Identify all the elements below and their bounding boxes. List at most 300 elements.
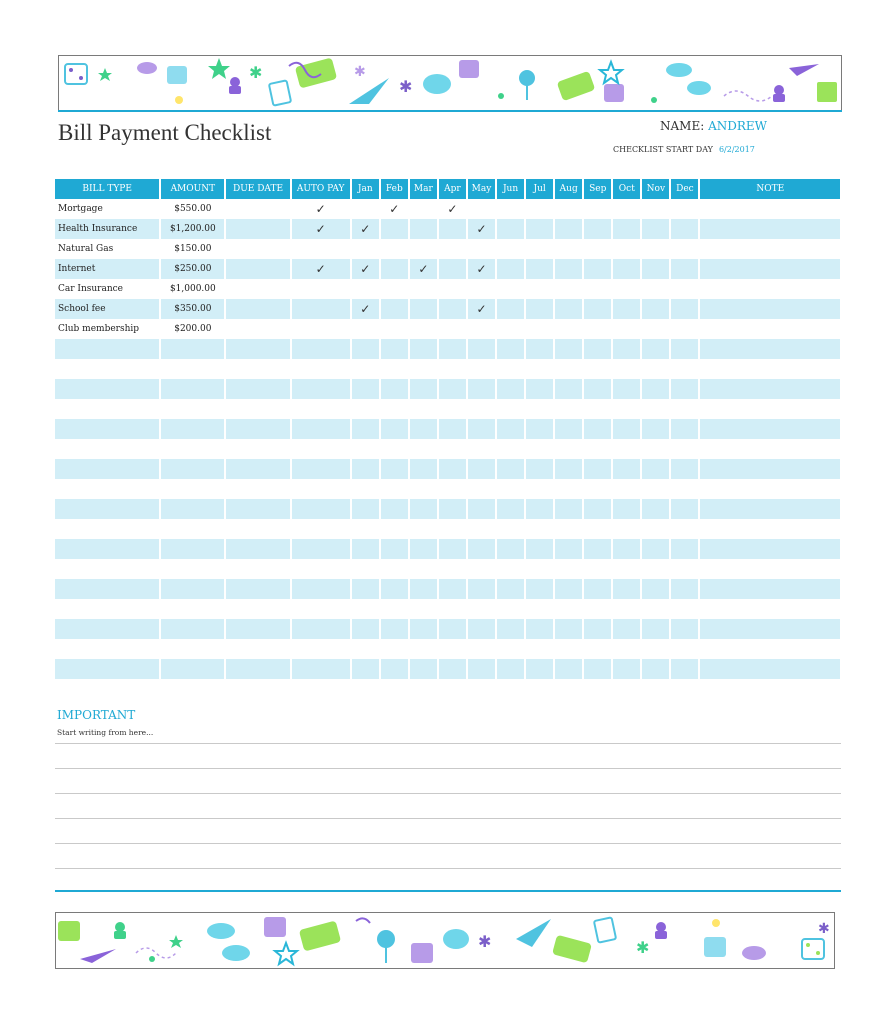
due-date-cell[interactable] — [226, 219, 289, 239]
month-cell-mar[interactable] — [410, 579, 437, 599]
month-cell-oct[interactable] — [613, 599, 640, 619]
month-cell-nov[interactable] — [642, 599, 669, 619]
month-cell-jul[interactable] — [526, 199, 553, 219]
month-cell-mar[interactable] — [410, 459, 437, 479]
bill-type-cell[interactable]: School fee — [55, 299, 159, 319]
bill-type-cell[interactable] — [55, 659, 159, 679]
month-cell-may[interactable] — [468, 239, 495, 259]
month-cell-jul[interactable] — [526, 259, 553, 279]
month-cell-oct[interactable] — [613, 579, 640, 599]
note-cell[interactable] — [700, 359, 840, 379]
month-cell-may[interactable] — [468, 539, 495, 559]
month-cell-mar[interactable] — [410, 439, 437, 459]
month-cell-sep[interactable] — [584, 539, 611, 559]
bill-type-cell[interactable] — [55, 339, 159, 359]
due-date-cell[interactable] — [226, 339, 289, 359]
month-cell-jul[interactable] — [526, 299, 553, 319]
month-cell-aug[interactable] — [555, 659, 582, 679]
month-cell-feb[interactable] — [381, 419, 408, 439]
month-cell-mar[interactable] — [410, 399, 437, 419]
bill-type-cell[interactable] — [55, 619, 159, 639]
due-date-cell[interactable] — [226, 439, 289, 459]
month-cell-nov[interactable] — [642, 259, 669, 279]
month-cell-sep[interactable] — [584, 439, 611, 459]
auto-pay-cell[interactable] — [292, 659, 350, 679]
note-cell[interactable] — [700, 619, 840, 639]
month-cell-nov[interactable] — [642, 619, 669, 639]
bill-type-cell[interactable] — [55, 439, 159, 459]
month-cell-jul[interactable] — [526, 519, 553, 539]
month-cell-apr[interactable] — [439, 239, 466, 259]
bill-type-cell[interactable]: Internet — [55, 259, 159, 279]
month-cell-nov[interactable] — [642, 219, 669, 239]
note-cell[interactable] — [700, 219, 840, 239]
month-cell-may[interactable] — [468, 339, 495, 359]
month-cell-may[interactable] — [468, 619, 495, 639]
due-date-cell[interactable] — [226, 419, 289, 439]
month-cell-jun[interactable] — [497, 239, 524, 259]
month-cell-may[interactable] — [468, 399, 495, 419]
bill-type-cell[interactable]: Natural Gas — [58, 244, 114, 254]
month-cell-jan[interactable] — [352, 499, 379, 519]
month-cell-oct[interactable] — [613, 559, 640, 579]
month-cell-dec[interactable] — [671, 439, 698, 459]
month-cell-feb[interactable] — [381, 259, 408, 279]
month-cell-jun[interactable] — [497, 459, 524, 479]
bill-type-cell[interactable] — [55, 639, 159, 659]
month-cell-sep[interactable] — [584, 499, 611, 519]
month-cell-mar[interactable] — [410, 339, 437, 359]
month-cell-may[interactable] — [468, 419, 495, 439]
month-cell-mar[interactable] — [410, 359, 437, 379]
auto-pay-cell[interactable] — [292, 559, 350, 579]
month-cell-aug[interactable] — [555, 519, 582, 539]
month-cell-may[interactable] — [468, 439, 495, 459]
auto-pay-cell[interactable] — [292, 359, 350, 379]
month-cell-sep[interactable] — [584, 299, 611, 319]
month-cell-sep[interactable] — [584, 639, 611, 659]
month-cell-jul[interactable] — [526, 499, 553, 519]
month-cell-dec[interactable] — [671, 619, 698, 639]
month-cell-jan[interactable] — [352, 519, 379, 539]
month-cell-jun[interactable] — [497, 299, 524, 319]
month-cell-dec[interactable] — [671, 219, 698, 239]
due-date-cell[interactable] — [226, 459, 289, 479]
month-cell-jul[interactable] — [526, 479, 553, 499]
amount-cell[interactable] — [161, 639, 224, 659]
month-cell-mar[interactable] — [410, 319, 437, 339]
month-cell-jan[interactable] — [352, 539, 379, 559]
month-cell-jan[interactable] — [352, 439, 379, 459]
month-cell-nov[interactable] — [642, 239, 669, 259]
month-cell-jul[interactable] — [526, 339, 553, 359]
due-date-cell[interactable] — [226, 619, 289, 639]
month-cell-may[interactable] — [468, 379, 495, 399]
month-cell-dec[interactable] — [671, 279, 698, 299]
bill-type-cell[interactable] — [55, 499, 159, 519]
month-cell-jul[interactable] — [526, 279, 553, 299]
month-cell-may[interactable] — [468, 599, 495, 619]
month-cell-aug[interactable] — [555, 579, 582, 599]
month-cell-nov[interactable] — [642, 479, 669, 499]
month-cell-feb[interactable] — [381, 399, 408, 419]
month-cell-mar[interactable] — [410, 659, 437, 679]
month-cell-jun[interactable] — [497, 559, 524, 579]
amount-cell[interactable]: $350.00 — [161, 299, 224, 319]
month-cell-nov[interactable] — [642, 559, 669, 579]
month-cell-jan[interactable] — [352, 319, 379, 339]
month-cell-feb[interactable] — [381, 359, 408, 379]
month-cell-nov[interactable] — [642, 419, 669, 439]
month-cell-feb[interactable] — [381, 539, 408, 559]
month-cell-feb[interactable] — [381, 639, 408, 659]
amount-cell[interactable]: $250.00 — [161, 259, 224, 279]
month-cell-jan[interactable] — [352, 619, 379, 639]
auto-pay-cell[interactable]: ✓ — [315, 202, 326, 216]
month-cell-nov[interactable] — [642, 399, 669, 419]
amount-cell[interactable]: $1,200.00 — [161, 219, 224, 239]
note-cell[interactable] — [700, 399, 840, 419]
due-date-cell[interactable] — [226, 639, 289, 659]
due-date-cell[interactable] — [226, 199, 289, 219]
month-cell-may[interactable] — [468, 279, 495, 299]
note-cell[interactable] — [700, 479, 840, 499]
month-cell-sep[interactable] — [584, 399, 611, 419]
month-cell-feb[interactable] — [381, 619, 408, 639]
month-cell-oct[interactable] — [613, 299, 640, 319]
month-cell-dec[interactable] — [671, 339, 698, 359]
month-cell-jan[interactable] — [352, 459, 379, 479]
month-cell-apr[interactable] — [439, 599, 466, 619]
due-date-cell[interactable] — [226, 499, 289, 519]
month-cell-mar[interactable]: ✓ — [410, 259, 437, 279]
month-cell-nov[interactable] — [642, 439, 669, 459]
month-cell-aug[interactable] — [555, 439, 582, 459]
month-cell-sep[interactable] — [584, 559, 611, 579]
month-cell-apr[interactable] — [439, 559, 466, 579]
month-cell-sep[interactable] — [584, 579, 611, 599]
due-date-cell[interactable] — [226, 519, 289, 539]
amount-cell[interactable] — [161, 459, 224, 479]
bill-type-cell[interactable] — [55, 519, 159, 539]
month-cell-jan[interactable] — [352, 379, 379, 399]
due-date-cell[interactable] — [226, 399, 289, 419]
month-cell-oct[interactable] — [613, 619, 640, 639]
bill-type-cell[interactable] — [55, 479, 159, 499]
month-cell-feb[interactable] — [381, 279, 408, 299]
month-cell-dec[interactable] — [671, 259, 698, 279]
auto-pay-cell[interactable] — [292, 379, 350, 399]
month-cell-may[interactable] — [468, 659, 495, 679]
month-cell-sep[interactable] — [584, 199, 611, 219]
month-cell-oct[interactable] — [613, 279, 640, 299]
due-date-cell[interactable] — [226, 559, 289, 579]
month-cell-nov[interactable] — [642, 519, 669, 539]
month-cell-aug[interactable] — [555, 339, 582, 359]
month-cell-apr[interactable] — [439, 479, 466, 499]
month-cell-mar[interactable] — [410, 239, 437, 259]
amount-cell[interactable] — [161, 379, 224, 399]
month-cell-sep[interactable] — [584, 339, 611, 359]
due-date-cell[interactable] — [226, 479, 289, 499]
month-cell-apr[interactable] — [439, 379, 466, 399]
bill-type-cell[interactable]: Car Insurance — [58, 284, 124, 294]
month-cell-mar[interactable] — [410, 479, 437, 499]
month-cell-nov[interactable] — [642, 359, 669, 379]
month-cell-feb[interactable] — [381, 499, 408, 519]
due-date-cell[interactable] — [226, 299, 289, 319]
amount-cell[interactable] — [161, 559, 224, 579]
note-cell[interactable] — [700, 259, 840, 279]
auto-pay-cell[interactable] — [292, 459, 350, 479]
month-cell-nov[interactable] — [642, 539, 669, 559]
month-cell-apr[interactable]: ✓ — [447, 202, 458, 216]
note-cell[interactable] — [700, 599, 840, 619]
amount-cell[interactable] — [161, 619, 224, 639]
amount-cell[interactable] — [161, 599, 224, 619]
month-cell-jun[interactable] — [497, 659, 524, 679]
month-cell-jan[interactable] — [352, 639, 379, 659]
month-cell-jul[interactable] — [526, 619, 553, 639]
month-cell-may[interactable] — [468, 519, 495, 539]
month-cell-jul[interactable] — [526, 439, 553, 459]
month-cell-jun[interactable] — [497, 399, 524, 419]
amount-cell[interactable] — [161, 479, 224, 499]
month-cell-aug[interactable] — [555, 399, 582, 419]
amount-cell[interactable] — [161, 399, 224, 419]
month-cell-aug[interactable] — [555, 299, 582, 319]
month-cell-dec[interactable] — [671, 579, 698, 599]
due-date-cell[interactable] — [226, 659, 289, 679]
month-cell-nov[interactable] — [642, 199, 669, 219]
month-cell-dec[interactable] — [671, 659, 698, 679]
month-cell-apr[interactable] — [439, 459, 466, 479]
month-cell-oct[interactable] — [613, 339, 640, 359]
month-cell-aug[interactable] — [555, 379, 582, 399]
month-cell-jul[interactable] — [526, 599, 553, 619]
month-cell-sep[interactable] — [584, 459, 611, 479]
month-cell-oct[interactable] — [613, 639, 640, 659]
month-cell-jul[interactable] — [526, 539, 553, 559]
month-cell-dec[interactable] — [671, 599, 698, 619]
month-cell-apr[interactable] — [439, 659, 466, 679]
month-cell-nov[interactable] — [642, 579, 669, 599]
month-cell-sep[interactable] — [584, 419, 611, 439]
month-cell-jun[interactable] — [497, 219, 524, 239]
month-cell-aug[interactable] — [555, 259, 582, 279]
important-notes-field[interactable]: Start writing from here... — [57, 728, 154, 737]
month-cell-jun[interactable] — [497, 319, 524, 339]
month-cell-jun[interactable] — [497, 199, 524, 219]
month-cell-jun[interactable] — [497, 579, 524, 599]
month-cell-may[interactable] — [468, 359, 495, 379]
month-cell-jul[interactable] — [526, 559, 553, 579]
auto-pay-cell[interactable] — [292, 279, 350, 299]
note-cell[interactable] — [700, 659, 840, 679]
month-cell-apr[interactable] — [439, 219, 466, 239]
month-cell-aug[interactable] — [555, 599, 582, 619]
amount-cell[interactable] — [161, 519, 224, 539]
bill-type-cell[interactable] — [55, 399, 159, 419]
month-cell-jan[interactable] — [352, 599, 379, 619]
month-cell-jul[interactable] — [526, 239, 553, 259]
month-cell-apr[interactable] — [439, 319, 466, 339]
month-cell-jan[interactable] — [352, 239, 379, 259]
month-cell-feb[interactable] — [381, 439, 408, 459]
month-cell-aug[interactable] — [555, 419, 582, 439]
month-cell-apr[interactable] — [439, 579, 466, 599]
month-cell-jun[interactable] — [497, 359, 524, 379]
month-cell-nov[interactable] — [642, 459, 669, 479]
month-cell-sep[interactable] — [584, 599, 611, 619]
bill-type-cell[interactable]: Club membership — [58, 324, 140, 334]
month-cell-mar[interactable] — [410, 419, 437, 439]
bill-type-cell[interactable] — [55, 459, 159, 479]
note-cell[interactable] — [700, 519, 840, 539]
auto-pay-cell[interactable] — [292, 319, 350, 339]
month-cell-jan[interactable] — [352, 559, 379, 579]
note-cell[interactable] — [700, 319, 840, 339]
month-cell-jul[interactable] — [526, 459, 553, 479]
auto-pay-cell[interactable] — [292, 539, 350, 559]
month-cell-oct[interactable] — [613, 399, 640, 419]
month-cell-mar[interactable] — [410, 599, 437, 619]
note-cell[interactable] — [700, 559, 840, 579]
month-cell-may[interactable]: ✓ — [468, 259, 495, 279]
month-cell-oct[interactable] — [613, 379, 640, 399]
month-cell-feb[interactable] — [381, 559, 408, 579]
bill-type-cell[interactable] — [55, 419, 159, 439]
month-cell-jan[interactable]: ✓ — [352, 299, 379, 319]
month-cell-oct[interactable] — [613, 539, 640, 559]
month-cell-dec[interactable] — [671, 419, 698, 439]
auto-pay-cell[interactable] — [292, 439, 350, 459]
month-cell-oct[interactable] — [613, 439, 640, 459]
amount-cell[interactable] — [161, 419, 224, 439]
month-cell-nov[interactable] — [642, 339, 669, 359]
amount-cell[interactable]: $200.00 — [174, 324, 212, 334]
note-cell[interactable] — [700, 379, 840, 399]
month-cell-jan[interactable] — [352, 579, 379, 599]
auto-pay-cell[interactable] — [292, 419, 350, 439]
due-date-cell[interactable] — [226, 579, 289, 599]
month-cell-oct[interactable] — [613, 239, 640, 259]
month-cell-oct[interactable] — [613, 319, 640, 339]
month-cell-nov[interactable] — [642, 499, 669, 519]
bill-type-cell[interactable] — [55, 539, 159, 559]
month-cell-feb[interactable] — [381, 319, 408, 339]
month-cell-feb[interactable] — [381, 239, 408, 259]
month-cell-jun[interactable] — [497, 339, 524, 359]
due-date-cell[interactable] — [226, 599, 289, 619]
month-cell-jul[interactable] — [526, 579, 553, 599]
month-cell-jun[interactable] — [497, 599, 524, 619]
amount-cell[interactable]: $1,000.00 — [169, 284, 216, 294]
month-cell-may[interactable] — [468, 479, 495, 499]
month-cell-nov[interactable] — [642, 299, 669, 319]
month-cell-aug[interactable] — [555, 199, 582, 219]
amount-cell[interactable] — [161, 579, 224, 599]
note-cell[interactable] — [700, 639, 840, 659]
month-cell-may[interactable] — [468, 459, 495, 479]
month-cell-nov[interactable] — [642, 379, 669, 399]
month-cell-jun[interactable] — [497, 619, 524, 639]
month-cell-dec[interactable] — [671, 359, 698, 379]
month-cell-jan[interactable] — [352, 339, 379, 359]
bill-type-cell[interactable] — [55, 579, 159, 599]
auto-pay-cell[interactable] — [292, 639, 350, 659]
month-cell-aug[interactable] — [555, 619, 582, 639]
month-cell-apr[interactable] — [439, 299, 466, 319]
bill-type-cell[interactable]: Health Insurance — [55, 219, 159, 239]
month-cell-oct[interactable] — [613, 519, 640, 539]
month-cell-jul[interactable] — [526, 639, 553, 659]
auto-pay-cell[interactable] — [292, 619, 350, 639]
month-cell-jun[interactable] — [497, 539, 524, 559]
month-cell-mar[interactable] — [410, 619, 437, 639]
month-cell-feb[interactable] — [381, 579, 408, 599]
month-cell-nov[interactable] — [642, 639, 669, 659]
auto-pay-cell[interactable] — [292, 579, 350, 599]
auto-pay-cell[interactable]: ✓ — [292, 219, 350, 239]
month-cell-feb[interactable] — [381, 659, 408, 679]
month-cell-may[interactable] — [468, 579, 495, 599]
month-cell-aug[interactable] — [555, 639, 582, 659]
note-cell[interactable] — [700, 199, 840, 219]
month-cell-jul[interactable] — [526, 419, 553, 439]
month-cell-may[interactable] — [468, 199, 495, 219]
month-cell-oct[interactable] — [613, 479, 640, 499]
month-cell-may[interactable] — [468, 319, 495, 339]
month-cell-oct[interactable] — [613, 459, 640, 479]
bill-type-cell[interactable] — [55, 599, 159, 619]
auto-pay-cell[interactable] — [292, 299, 350, 319]
month-cell-dec[interactable] — [671, 379, 698, 399]
auto-pay-cell[interactable] — [292, 519, 350, 539]
month-cell-apr[interactable] — [439, 259, 466, 279]
month-cell-sep[interactable] — [584, 239, 611, 259]
month-cell-apr[interactable] — [439, 439, 466, 459]
month-cell-aug[interactable] — [555, 319, 582, 339]
auto-pay-cell[interactable] — [292, 499, 350, 519]
month-cell-jul[interactable] — [526, 359, 553, 379]
month-cell-mar[interactable] — [410, 639, 437, 659]
month-cell-oct[interactable] — [613, 219, 640, 239]
month-cell-may[interactable] — [468, 499, 495, 519]
month-cell-apr[interactable] — [439, 619, 466, 639]
month-cell-dec[interactable] — [671, 459, 698, 479]
month-cell-aug[interactable] — [555, 239, 582, 259]
month-cell-sep[interactable] — [584, 479, 611, 499]
month-cell-apr[interactable] — [439, 279, 466, 299]
month-cell-apr[interactable] — [439, 639, 466, 659]
month-cell-sep[interactable] — [584, 659, 611, 679]
month-cell-dec[interactable] — [671, 199, 698, 219]
month-cell-mar[interactable] — [410, 199, 437, 219]
month-cell-dec[interactable] — [671, 539, 698, 559]
month-cell-jun[interactable] — [497, 259, 524, 279]
month-cell-aug[interactable] — [555, 499, 582, 519]
month-cell-sep[interactable] — [584, 379, 611, 399]
note-cell[interactable] — [700, 239, 840, 259]
month-cell-may[interactable]: ✓ — [468, 299, 495, 319]
month-cell-oct[interactable] — [613, 359, 640, 379]
due-date-cell[interactable] — [226, 379, 289, 399]
month-cell-jun[interactable] — [497, 479, 524, 499]
month-cell-jul[interactable] — [526, 219, 553, 239]
month-cell-may[interactable] — [468, 559, 495, 579]
amount-cell[interactable]: $150.00 — [174, 244, 212, 254]
